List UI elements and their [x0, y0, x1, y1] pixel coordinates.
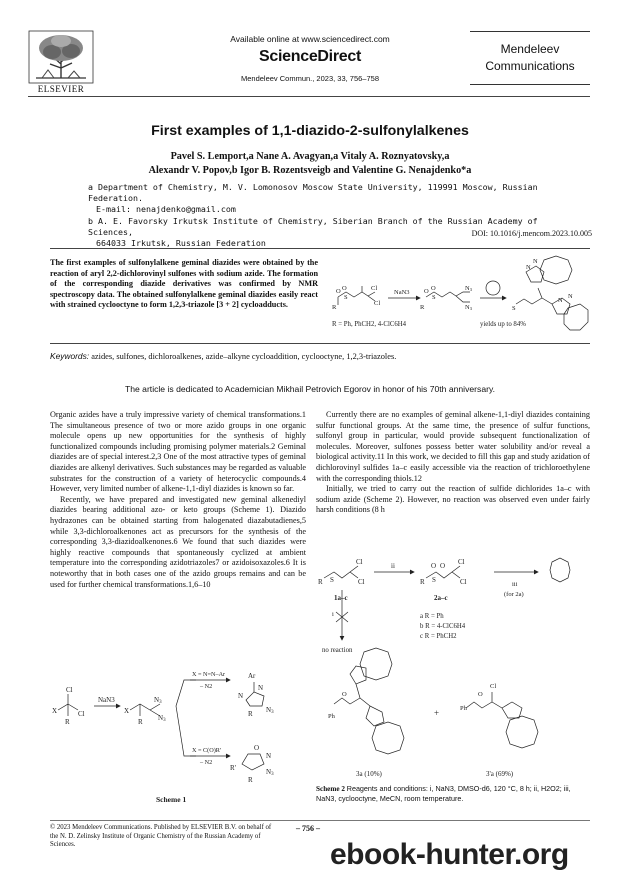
author-email[interactable]: E-mail: nenajdenko@gmail.com: [96, 204, 236, 215]
svg-text:R: R: [318, 578, 323, 586]
scheme2-product-3prime-a: 3'a (69%): [486, 770, 514, 778]
svg-text:Cl: Cl: [356, 558, 363, 566]
paragraph-2: Recently, we have prepared and investigated new geminal alkenediyl diazides bearing additional azo- or keto groups (Scheme 1). Diazido hydrazones can be obtained starting from halogenated diazabutadienes,5 while 3,3-dichloroalkenones act as precursors for the synthesis of the corresponding 3,3-diazidoalkenones.6 We found that such diazides were highly reactive compounds that spontaneously cyclized at ambient temperature into the corresponding azidotriazoles7 or azidoisoxazoles.6 It is noteworthy that in both cases one of the azido groups remains and can be used for further chemical transformations.1,6–10: [50, 494, 306, 589]
scheme2-def-b: b R = 4-ClC6H4: [420, 623, 466, 630]
scheme-2-caption-label: Scheme 2: [316, 785, 345, 793]
svg-text:N3: N3: [266, 706, 274, 715]
svg-text:O: O: [336, 288, 341, 295]
svg-text:N: N: [558, 297, 563, 304]
scheme2-step-ii: ii: [391, 562, 395, 570]
svg-text:S: S: [344, 294, 348, 301]
scheme1-reagent: NaN3: [98, 696, 115, 704]
paragraph-4: Initially, we tried to carry out the reaction of sulfide dichlorides 1a–c with sodium azide (Scheme 2). However, no reaction was observed even under fairly harsh conditions (8 h: [316, 484, 590, 515]
affiliations: [88, 182, 548, 249]
svg-text:R: R: [65, 718, 70, 726]
svg-text:N: N: [238, 692, 244, 700]
scheme1-label: Scheme 1: [156, 795, 187, 804]
watermark: ebook-hunter.org: [330, 838, 569, 871]
svg-text:Cl: Cl: [460, 578, 467, 586]
svg-text:R: R: [420, 578, 425, 586]
scheme1-cond-bot: X = C(O)R': [192, 747, 222, 754]
page-number: – 756 –: [296, 824, 320, 833]
svg-text:O: O: [440, 562, 446, 570]
scheme2-def-a: a R = Ph: [420, 613, 444, 620]
svg-text:R: R: [248, 710, 253, 718]
journal-citation: Mendeleev Commun., 2023, 33, 756–758: [240, 74, 379, 83]
svg-text:N: N: [533, 258, 538, 265]
ga-r-definition: R = Ph, PhCH2, 4-ClC6H4: [332, 321, 407, 328]
svg-text:Cl: Cl: [78, 710, 85, 718]
svg-text:R: R: [420, 304, 425, 311]
scheme-2-caption-text: Reagents and conditions: i, NaN3, DMSO-d6, 120 °C, 8 h; ii, H2O2; iii, NaN3, cyclooctyne, MeCN, room temperature.: [316, 784, 571, 804]
scheme1-cond-top2: – N2: [200, 683, 213, 690]
scheme2-product-3a: 3a (10%): [356, 770, 382, 778]
svg-text:+: +: [434, 708, 440, 718]
scheme2-step-iii: iii: [512, 581, 518, 588]
body-column-left: [50, 410, 306, 590]
scheme2-label-2: 2a–c: [434, 594, 448, 602]
svg-text:O: O: [424, 288, 429, 295]
scheme2-label-1: 1a–c: [334, 594, 348, 602]
author-list: [40, 150, 580, 178]
svg-text:Cl: Cl: [358, 578, 365, 586]
svg-text:S: S: [432, 576, 436, 584]
keywords-line: [50, 351, 590, 361]
affiliation-b-city: 664033 Irkutsk, Russian Federation: [96, 238, 266, 249]
authors-line-1: Pavel S. Lemport,a Nane A. Avagyan,a Vitaly A. Roznyatovsky,a: [170, 151, 450, 162]
svg-text:R: R: [332, 304, 337, 311]
sciencedirect-link[interactable]: www.sciencedirect.com: [301, 34, 390, 44]
scheme-1-figure: [50, 660, 306, 810]
footer-divider: [50, 820, 590, 821]
article-title: First examples of 1,1-diazido-2-sulfonylalkenes: [151, 123, 469, 139]
svg-text:N3: N3: [465, 304, 472, 311]
doi-link[interactable]: DOI: 10.1016/j.mencom.2023.10.005: [471, 229, 592, 238]
body-column-right: [316, 410, 590, 516]
svg-text:O: O: [431, 285, 436, 292]
scheme2-step-i: i: [332, 611, 334, 618]
authors-line-2: Alexandr V. Popov,b Igor B. Rozentsveigb and Valentine G. Nenajdenko*a: [148, 165, 472, 176]
publisher-name: ELSEVIER: [37, 84, 85, 94]
keywords-list: azides, sulfones, dichloroalkenes, azide–alkyne cycloaddition, cyclooctyne, 1,2,3-triazoles.: [91, 352, 397, 361]
svg-text:S: S: [512, 305, 516, 312]
svg-text:X: X: [52, 707, 58, 715]
svg-text:Cl: Cl: [66, 686, 73, 694]
affiliation-b: b A. E. Favorsky Irkutsk Institute of Chemistry, Siberian Branch of the Russian Academy of Sciences,: [88, 215, 538, 237]
svg-text:R: R: [248, 776, 253, 784]
dedication: The article is dedicated to Academician Mikhail Petrovich Egorov in honor of his 70th anniversary.: [124, 384, 496, 394]
ga-reagent: NaN3: [394, 289, 410, 296]
svg-text:Ph: Ph: [460, 705, 467, 712]
scheme2-no-reaction: no reaction: [322, 647, 353, 654]
abstract-bottom-rule: [50, 343, 590, 344]
svg-text:Cl: Cl: [374, 300, 381, 307]
scheme-2-figure: [316, 556, 590, 782]
svg-text:R: R: [138, 718, 143, 726]
ga-yield: yields up to 84%: [480, 321, 526, 328]
svg-text:Cl: Cl: [458, 558, 465, 566]
paragraph-3: Currently there are no examples of geminal alkene-1,1-diyl diazides containing sulfur functional groups. At the same time, the presence of sulfur functions, sulfonyl group in particular, would provide subsequent functionalization of molecules. Moreover, sulfones possess better water solubility and/or reveal a biological activity.11 In this work, we decided to fill this gap and study azidation of dichlorovinyl sulfides 1a–c easily accessible via the reaction of trichloroethylene with the corresponding thiols.12: [316, 410, 590, 483]
available-prefix: Available online at: [230, 34, 302, 44]
svg-text:O: O: [342, 285, 347, 292]
svg-text:O: O: [254, 744, 260, 752]
svg-text:N: N: [266, 752, 272, 760]
scheme-2-caption: [316, 784, 590, 804]
paragraph-1: Organic azides have a truly impressive variety of chemical transformations.1 The simultaneous presence of two or more azido groups in one organic molecule opens up new opportunities for the synthesis of highly functionalized compounds including promising polymer materials.2 Geminal diazides are of special interest.2,3 One of the most attractive types of geminal diazides are alkenyl derivatives. Such substances may be regarded as valuable substrates for the construction of a variety of heterocyclic compounds.4 However, very limited number of alkene-1,1-diyl diazides is known so far.: [50, 410, 306, 494]
svg-text:N: N: [526, 264, 531, 271]
keywords-label: Keywords:: [50, 351, 90, 361]
svg-text:O: O: [342, 691, 347, 698]
journal-name-line1: Mendeleev: [500, 42, 560, 56]
scheme1-cond-bot2: – N2: [200, 759, 213, 766]
affiliation-a: a Department of Chemistry, M. V. Lomonosov Moscow State University, 119991 Moscow, Russian Federation.: [88, 182, 538, 204]
svg-text:Ph: Ph: [328, 713, 335, 720]
header-divider: [28, 96, 590, 97]
journal-name-box: [470, 31, 590, 85]
svg-text:N: N: [568, 293, 573, 300]
svg-text:N3: N3: [266, 768, 274, 777]
abstract-top-rule: [50, 248, 590, 249]
graphical-abstract: [330, 252, 592, 342]
svg-text:R': R': [230, 764, 236, 772]
svg-text:N3: N3: [158, 714, 166, 723]
svg-text:Cl: Cl: [490, 683, 497, 690]
journal-name-line2: Communications: [485, 59, 575, 73]
scheme2-def-c: c R = PhCH2: [420, 633, 457, 640]
svg-text:O: O: [431, 562, 437, 570]
sciencedirect-brand: ScienceDirect: [259, 48, 361, 65]
svg-text:Cl: Cl: [371, 285, 378, 292]
svg-text:S: S: [432, 294, 436, 301]
svg-text:N: N: [258, 684, 264, 692]
svg-text:X: X: [124, 707, 130, 715]
svg-text:Ar: Ar: [248, 672, 256, 680]
svg-text:N3: N3: [154, 696, 162, 705]
abstract-text: The first examples of sulfonylalkene geminal diazides were obtained by the reaction of aryl 2,2-dichlorovinyl sulfones with sodium azide. The formation of the corresponding diazide derivatives was confirmed by NMR spectroscopy data. The obtained sulfonylalkene geminal diazides easily react with strained cyclooctyne to form 1,2,3-triazole [3 + 2] cycloadducts.: [50, 258, 318, 310]
svg-text:O: O: [478, 691, 483, 698]
scheme2-step-iii-note: (for 2a): [504, 591, 524, 598]
copyright-notice: © 2023 Mendeleev Communications. Published by ELSEVIER B.V. on behalf of the N. D. Zelinsky Institute of Organic Chemistry of the Russian Academy of Sciences.: [50, 824, 272, 849]
svg-text:N3: N3: [465, 285, 472, 292]
scheme1-cond-top: X = N=N–Ar: [192, 671, 226, 678]
svg-text:S: S: [330, 576, 334, 584]
